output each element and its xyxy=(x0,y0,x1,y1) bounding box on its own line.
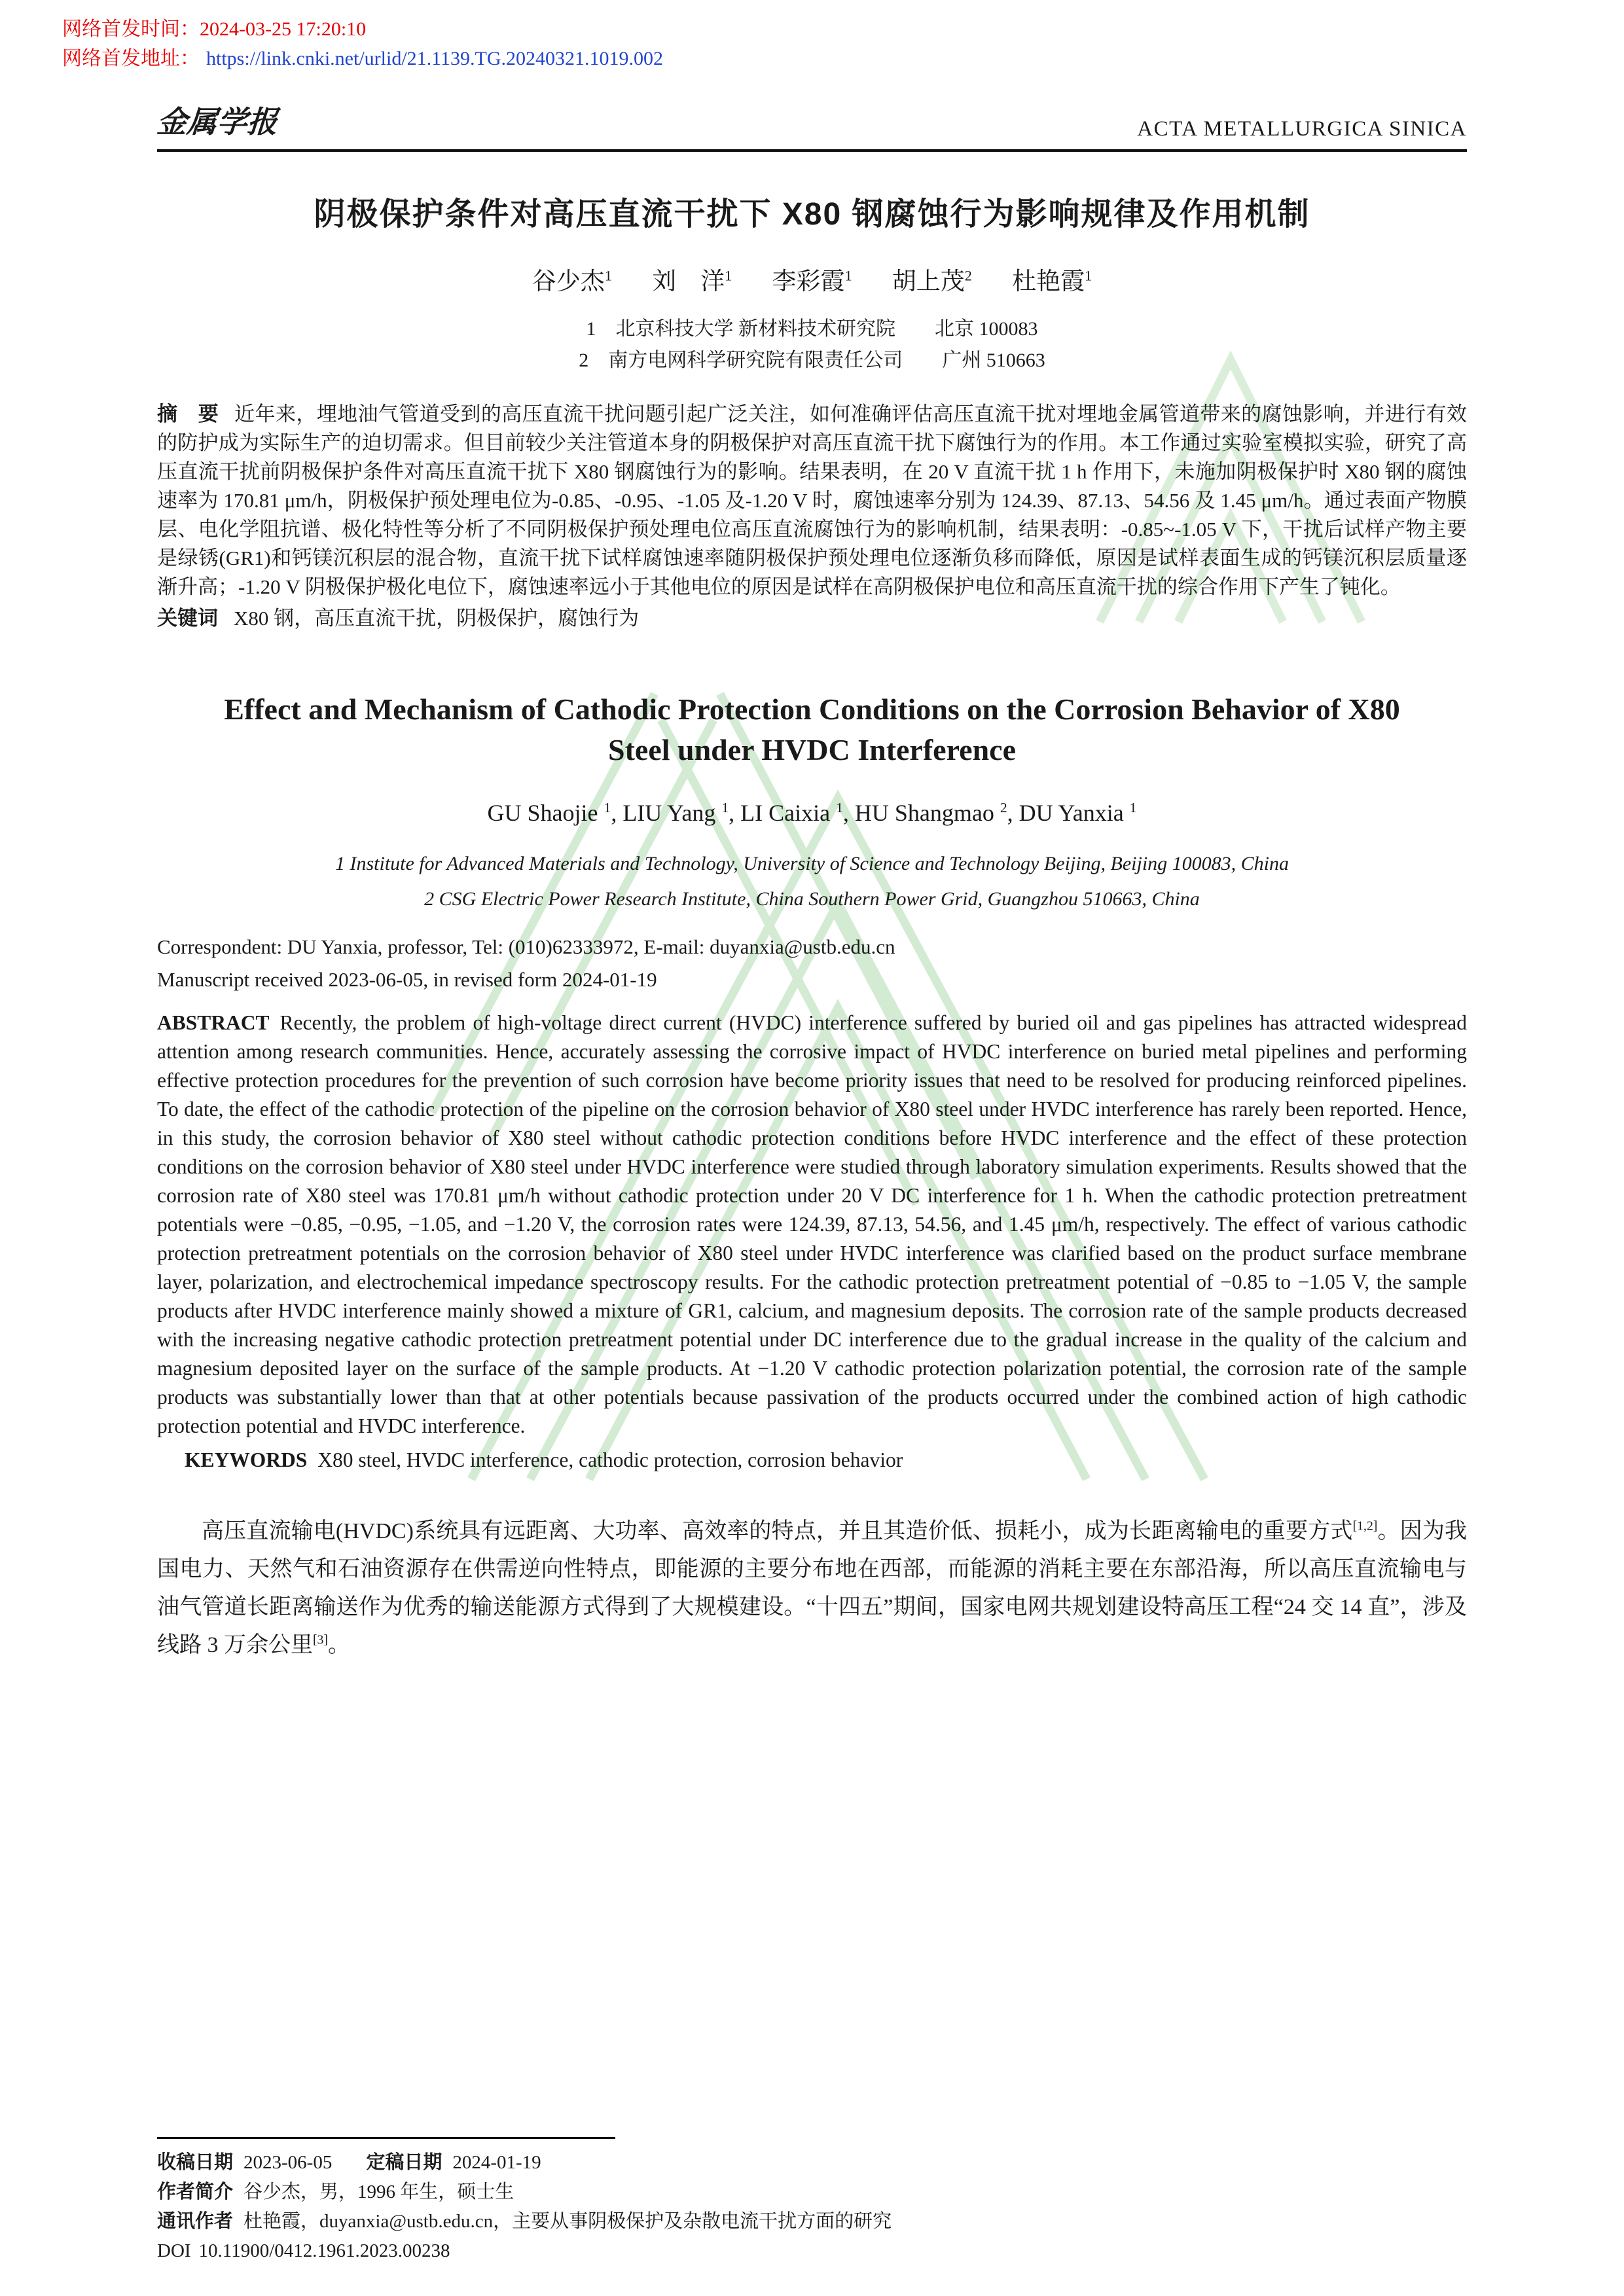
author-name: 杜艳霞 xyxy=(1012,268,1085,295)
prepub-url-line xyxy=(62,44,663,73)
en-affiliations xyxy=(157,846,1467,917)
cn-affiliation: 1 北京科技大学 新材料技术研究院 北京 100083 xyxy=(586,318,1038,340)
author-superscript: 1 xyxy=(725,267,732,284)
doi-value: 10.11900/0412.1961.2023.00238 xyxy=(198,2240,450,2261)
intro-text-segment: 高压直流输电(HVDC)系统具有远距离、大功率、高效率的特点，并且其造价低、损耗小，成为长距离输电的重要方式 xyxy=(202,1519,1353,1543)
journal-name: ACTA METALLURGICA SINICA xyxy=(1137,117,1467,141)
cn-author-line xyxy=(157,261,1467,296)
author-name-segment: , HU Shangmao xyxy=(842,800,1000,826)
cn-author xyxy=(652,268,732,295)
en-abstract xyxy=(157,1009,1467,1441)
cn-author xyxy=(772,268,852,295)
en-keywords-label: KEYWORDS xyxy=(185,1448,308,1471)
en-title: Effect and Mechanism of Cathodic Protection Conditions on the Corrosion Behavior of X80 Steel under HVDC Interference xyxy=(224,692,1400,766)
intro-text-segment: 。 xyxy=(327,1633,350,1657)
journal-header xyxy=(157,98,1467,141)
author-name: 胡上茂 xyxy=(892,268,965,295)
cn-title: 阴极保护条件对高压直流干扰下 X80 钢腐蚀行为影响规律及作用机制 xyxy=(314,197,1310,232)
cnki-prepub-stamp xyxy=(62,14,663,73)
en-keywords-text: X80 steel, HVDC interference, cathodic protection, corrosion behavior xyxy=(317,1448,903,1471)
prepub-time-value: 2024-03-25 17:20:10 xyxy=(200,18,367,40)
intro-text-segment: 。因为我国电力、天然气和石油资源存在供需逆向性特点，即能源的主要分布地在西部，而能源的消耗主要在东部沿海，所以高压直流输电与油气管道长距离输送作为优秀的输送能源方式得到了大规模建设。“十四五”期间，国家电网共规划建设特高压工程“24 交 14 直”，涉及线路 3 万余公里 xyxy=(157,1519,1467,1657)
cn-abstract xyxy=(157,400,1467,601)
en-author-line xyxy=(157,799,1467,827)
page-footer xyxy=(157,2137,1467,2266)
author-superscript: 1 xyxy=(604,800,611,816)
author-superscript: 1 xyxy=(1085,267,1092,284)
received-date-value: 2023-06-05 xyxy=(244,2152,333,2173)
cn-author xyxy=(1012,268,1092,295)
prepub-url-label: 网络首发地址： xyxy=(62,48,200,69)
reference-marker: [1,2] xyxy=(1352,1518,1378,1534)
prepub-time-line xyxy=(62,14,663,44)
cn-author xyxy=(892,268,972,295)
prepub-url-link[interactable]: https://link.cnki.net/urlid/21.1139.TG.20240321.1019.002 xyxy=(206,48,664,69)
reference-marker: [3] xyxy=(313,1632,328,1647)
en-affiliation: 2 CSG Electric Power Research Institute, China Southern Power Grid, Guangzhou 510663, China xyxy=(424,888,1200,910)
corresponding-author-label: 通讯作者 xyxy=(157,2211,234,2232)
intro-paragraph xyxy=(157,1513,1467,1664)
cn-keywords-text: X80 钢，高压直流干扰，阴极保护，腐蚀行为 xyxy=(234,607,640,630)
en-abstract-text: Recently, the problem of high-voltage direct current (HVDC) interference suffered by buried oil and gas pipelines has attracted widespread attention among research communities. Hence, accurately assessing the corrosive impact of HVDC interference on buried metal pipelines and performing effective protection procedures for the prevention of such corrosion have become priority issues that need to be resolved for producing reinforced pipelines. To date, the effect of the cathodic protection of the pipeline on the corrosion behavior of X80 steel under HVDC interference has rarely been reported. Hence, in this study, the corrosion behavior of X80 steel without cathodic protection conditions before HVDC interference and the effect of these protection conditions on the corrosion behavior of X80 steel under HVDC interference were studied through laboratory simulation experiments. Results showed that the corrosion rate of X80 steel was 170.81 μm/h without cathodic protection under 20 V DC interference for 1 h. When the cathodic protection pretreatment potentials were −0.85, −0.95, −1.05, and −1.20 V, the corrosion rates were 124.39, 87.13, 54.56, and 1.45 μm/h, respectively. The effect of various cathodic protection pretreatment potentials on the corrosion behavior of X80 steel under HVDC interference was clarified based on the product surface membrane layer, polarization, and electrochemical impedance spectroscopy results. For the cathodic protection pretreatment potential of −0.85 to −1.05 V, the sample products after HVDC interference mainly showed a mixture of GR1, calcium, and magnesium deposits. The corrosion rate of the sample products decreased with the increasing negative cathodic protection pretreatment potential under DC interference due to the gradual increase in the quality of the calcium and magnesium deposited layer on the surface of the sample products. At −1.20 V cathodic protection polarization potential, the corrosion rate of the sample products was substantially lower than that at other potentials because passivation of the products occurred under the combined action of high cathodic protection potential and HVDC interference. xyxy=(157,1011,1467,1437)
cn-author xyxy=(532,268,612,295)
corresponding-author-line xyxy=(157,2207,1467,2236)
header-rule xyxy=(157,149,1467,152)
journal-logo: 金属学报 xyxy=(155,105,279,139)
author-superscript: 2 xyxy=(964,267,972,284)
doi-label: DOI xyxy=(157,2240,191,2261)
author-bio-label: 作者简介 xyxy=(157,2181,234,2202)
en-abstract-label: ABSTRACT xyxy=(157,1011,270,1034)
cn-abstract-text: 近年来，埋地油气管道受到的高压直流干扰问题引起广泛关注，如何准确评估高压直流干扰对埋地金属管道带来的腐蚀影响，并进行有效的防护成为实际生产的迫切需求。但目前较少关注管道本身的阴极保护对高压直流干扰下腐蚀行为的作用。本工作通过实验室模拟实验，研究了高压直流干扰前阴极保护条件对高压直流干扰下 X80 钢腐蚀行为的影响。结果表明，在 20 V 直流干扰 1 h 作用下，未施加阴极保护时 X80 钢的腐蚀速率为 170.81 μm/h，阴极保护预处理电位为-0.85、-0.95、-1.05 及-1.20 V 时，腐蚀速率分别为 124.39、87.13、54.56 及 1.45 μm/h。通过表面产物膜层、电化学阻抗谱、极化特性等分析了不同阴极保护预处理电位高压直流腐蚀行为的影响机制，结果表明：-0.85~-1.05 V 下，干扰后试样产物主要是绿锈(GR1)和钙镁沉积层的混合物，直流干扰下试样腐蚀速率随阴极保护预处理电位逐渐负移而降低，原因是试样表面生成的钙镁沉积层质量逐渐升高；-1.20 V 阴极保护极化电位下，腐蚀速率远小于其他电位的原因是试样在高阴极保护电位和高压直流干扰的综合作用下产生了钝化。 xyxy=(157,403,1468,598)
author-name: 刘 洋 xyxy=(652,268,725,295)
cn-affiliations xyxy=(157,314,1467,376)
corresponding-author-text: 杜艳霞，duyanxia@ustb.edu.cn，主要从事阴极保护及杂散电流干扰方面的研究 xyxy=(244,2211,892,2232)
author-name: 谷少杰 xyxy=(532,268,605,295)
author-superscript: 1 xyxy=(721,800,729,816)
finalized-date-value: 2024-01-19 xyxy=(452,2152,541,2173)
author-bio-line xyxy=(157,2178,1467,2207)
cn-abstract-label: 摘 要 xyxy=(157,403,219,425)
author-superscript: 1 xyxy=(844,267,852,284)
author-name-segment: GU Shaojie xyxy=(487,800,604,826)
author-name-segment: , LI Caixia xyxy=(729,800,837,826)
author-name-segment: , LIU Yang xyxy=(611,800,722,826)
finalized-date-label: 定稿日期 xyxy=(366,2152,442,2173)
en-keywords xyxy=(157,1446,1467,1475)
manuscript-dates-line: Manuscript received 2023-06-05, in revised form 2024-01-19 xyxy=(157,968,657,991)
author-superscript: 1 xyxy=(1129,800,1137,816)
cn-affiliation: 2 南方电网科学研究院有限责任公司 广州 510663 xyxy=(579,350,1045,371)
footer-rule xyxy=(157,2137,615,2139)
doi-line xyxy=(157,2236,1467,2266)
cn-keywords-label: 关键词 xyxy=(157,607,218,630)
en-affiliation: 1 Institute for Advanced Materials and Technology, University of Science and Technology Beijing, Beijing 100083, China xyxy=(334,853,1290,874)
author-name: 李彩霞 xyxy=(772,268,845,295)
author-superscript: 1 xyxy=(604,267,612,284)
cn-keywords xyxy=(157,604,1467,633)
prepub-time-label: 网络首发时间： xyxy=(62,18,200,40)
dates-line xyxy=(157,2148,1467,2178)
correspondent-line: Correspondent: DU Yanxia, professor, Tel: (010)62333972, E-mail: duyanxia@ustb.edu.cn xyxy=(157,935,895,958)
author-name-segment: , DU Yanxia xyxy=(1007,800,1130,826)
received-date-label: 收稿日期 xyxy=(157,2152,234,2173)
author-superscript: 1 xyxy=(836,800,843,816)
author-bio-text: 谷少杰，男，1996 年生，硕士生 xyxy=(244,2181,514,2202)
author-superscript: 2 xyxy=(1000,800,1007,816)
